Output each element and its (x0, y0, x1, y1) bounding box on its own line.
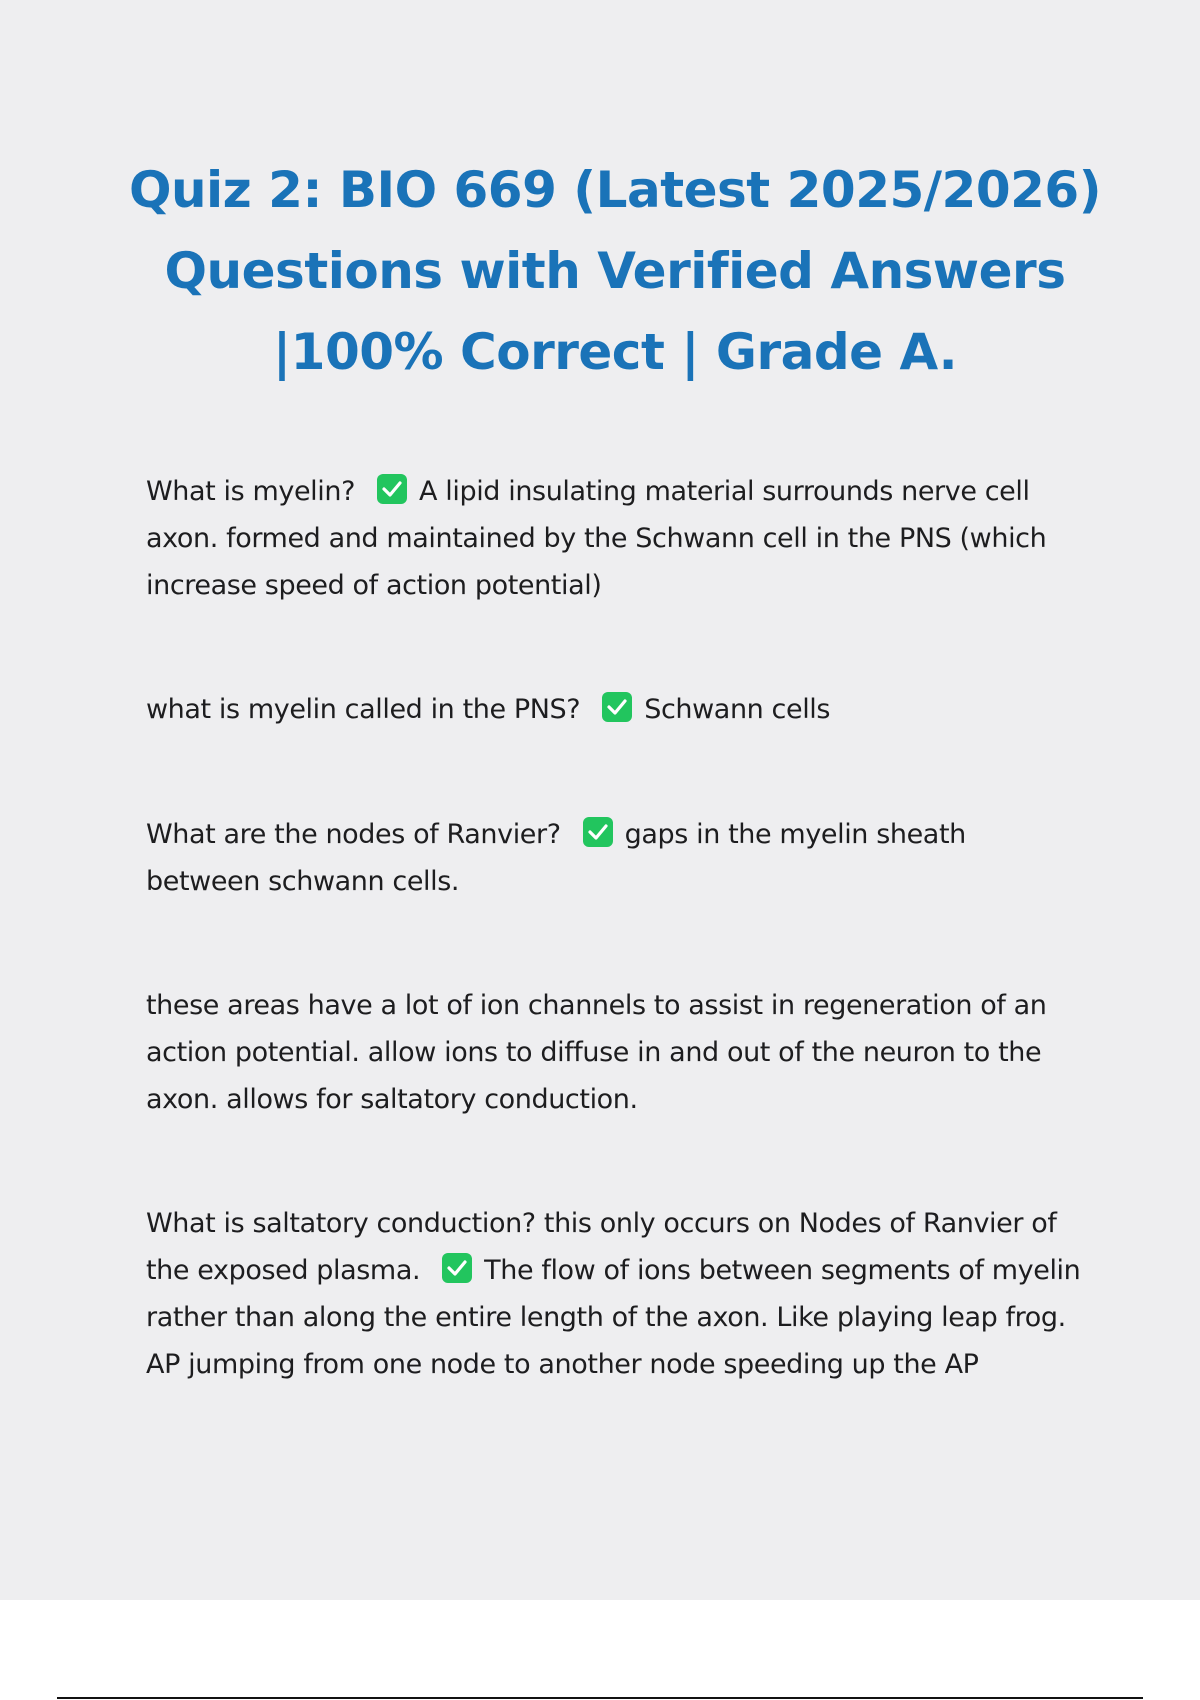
answer-text: A lipid insulating material surrounds nerve cell axon. formed and maintained by the Schwann cell in the PNS (which increase speed of action potential) (146, 476, 1047, 601)
qa-item-4 (146, 982, 1086, 1123)
title-line-1: Quiz 2: BIO 669 (Latest 2025/2026) (128, 161, 1102, 219)
question-text: What are the nodes of Ranvier? (146, 819, 561, 850)
check-mark-icon (583, 817, 613, 847)
qa-item-2 (146, 686, 1086, 733)
body-text: these areas have a lot of ion channels to assist in regeneration of an action potential. allow ions to diffuse in and out of the neuron to the axon. allows for saltatory conduction. (146, 990, 1047, 1115)
check-mark-icon (377, 474, 407, 504)
question-text: what is myelin called in the PNS? (146, 694, 581, 725)
title-line-3: |100% Correct | Grade A. (272, 323, 958, 381)
answer-text: The flow of ions between segments of myelin rather than along the entire length of the axon. Like playing leap frog. AP jumping from one node to another node speeding up the AP (146, 1255, 1081, 1380)
qa-item-3 (146, 811, 1086, 905)
qa-item-5 (146, 1200, 1086, 1388)
title-line-2: Questions with Verified Answers (164, 242, 1066, 300)
document-title (100, 150, 1130, 393)
answer-text: Schwann cells (644, 694, 831, 725)
footer-divider (57, 1697, 1143, 1699)
qa-item-1 (146, 468, 1086, 609)
check-mark-icon (602, 692, 632, 722)
question-text: What is myelin? (146, 476, 356, 507)
answer-text: gaps in the myelin sheath between schwann cells. (146, 819, 966, 897)
question-text: What is saltatory conduction? this only occurs on Nodes of Ranvier of the exposed plasma. (146, 1208, 1057, 1286)
check-mark-icon (442, 1253, 472, 1283)
